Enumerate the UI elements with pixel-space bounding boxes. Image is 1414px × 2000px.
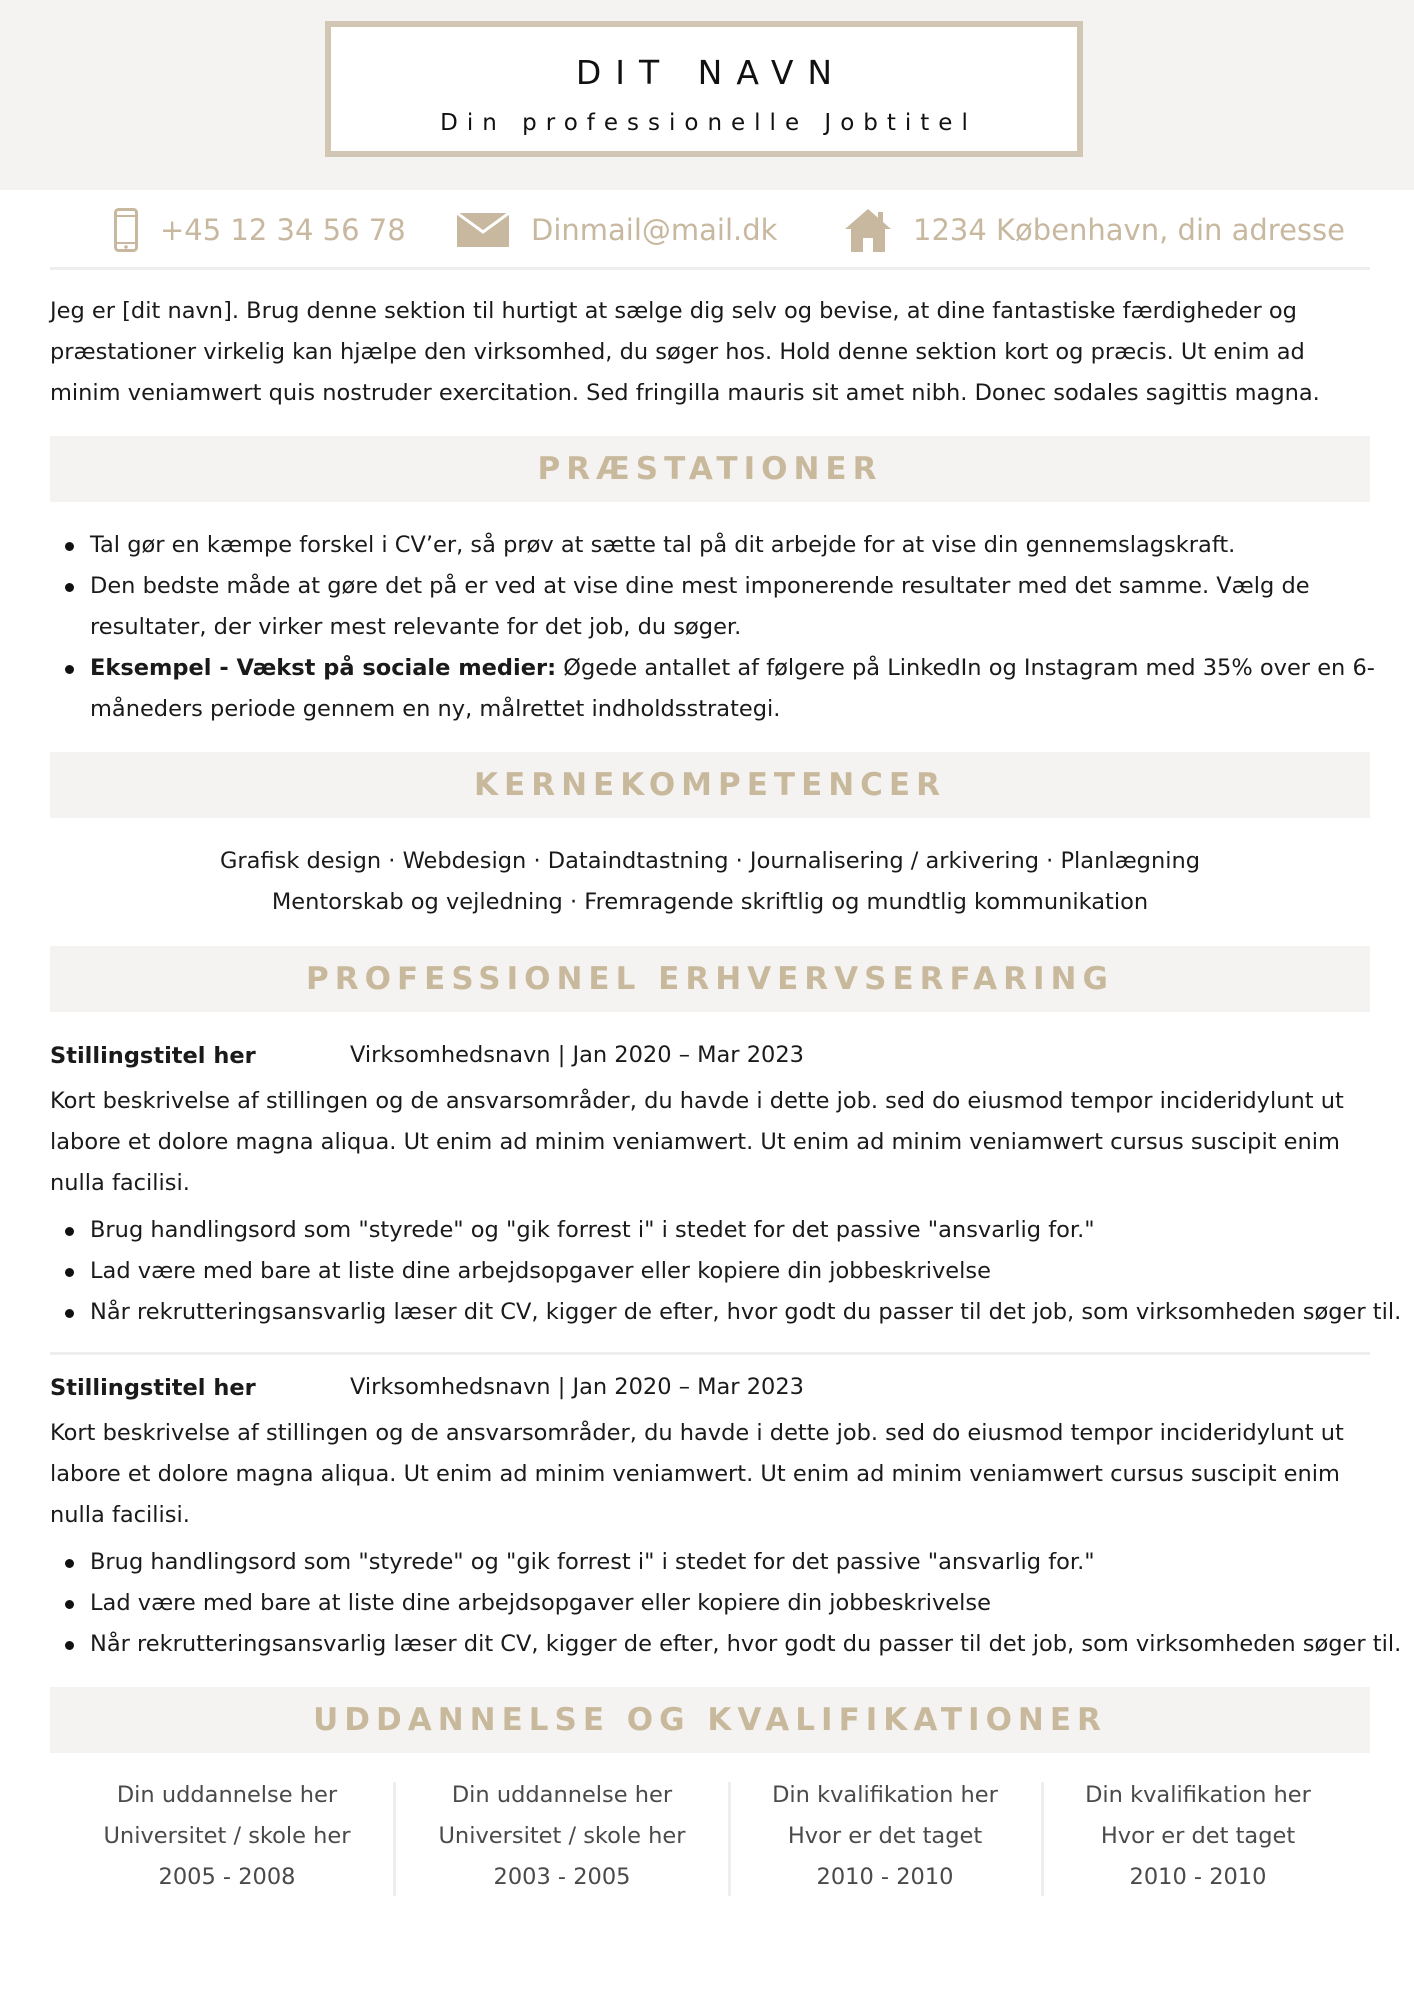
job-bullets — [50, 1542, 1414, 1665]
education-school: Universitet / skole her — [103, 1823, 351, 1849]
list-item: Den bedste måde at gøre det på er ved at vise dine mest imponerende resultater med det samme. Vælg de resultater, der virker mest relevante for det job, du søger. — [90, 566, 1414, 648]
job-title: Din professionelle Jobtitel — [440, 110, 977, 136]
skills-line: Mentorskab og vejledning · Fremragende skriftlig og mundtlig kommunikation — [271, 889, 1149, 915]
education-years: 2005 - 2008 — [158, 1864, 296, 1890]
phone-icon — [114, 208, 138, 252]
list-item: Tal gør en kæmpe forskel i CV’er, så prøv at sætte tal på dit arbejde for at vise din gennemslagskraft. — [90, 525, 1414, 566]
job-bullets — [50, 1210, 1414, 1333]
list-item: Lad være med bare at liste dine arbejdsopgaver eller kopiere din jobbeskrivelse — [90, 1583, 1414, 1624]
envelope-icon — [457, 213, 509, 247]
section-heading-education: UDDANNELSE OG KVALIFIKATIONER — [50, 1687, 1370, 1753]
qualification-years: 2010 - 2010 — [816, 1864, 954, 1890]
phone-number[interactable]: +45 12 34 56 78 — [160, 213, 406, 247]
list-item: Når rekrutteringsansvarlig læser dit CV, kigger de efter, hvor godt du passer til det job, som virksomheden søger til. — [90, 1624, 1414, 1665]
qualification-years: 2010 - 2010 — [1129, 1864, 1267, 1890]
job-company-dates: Virksomhedsnavn | Jan 2020 – Mar 2023 — [350, 1042, 804, 1068]
qualification-name: Din kvalifikation her — [1085, 1782, 1311, 1808]
section-heading-experience: PROFESSIONEL ERHVERVSERFARING — [50, 946, 1370, 1012]
profile-summary: Jeg er [dit navn]. Brug denne sektion til hurtigt at sælge dig selv og bevise, at dine fantastiske færdigheder og præstationer virkelig kan hjælpe den virksomhed, du søger hos. Hold denne sektion kort og præcis. Ut enim ad minim veniamwert quis nostruder exercitation. Sed fringilla mauris sit amet nibh. Donec sodales sagittis magna. — [50, 298, 1320, 406]
job-description: Kort beskrivelse af stillingen og de ansvarsområder, du havde i dette job. sed do eiusmod tempor incideridylunt ut labore et dolore magna aliqua. Ut enim ad minim veniamwert. Ut enim ad minim veniamwert cursus suscipit enim nulla facilisi. — [50, 1088, 1344, 1196]
address-text: 1234 København, din adresse — [913, 213, 1345, 247]
qualification-place: Hvor er det taget — [787, 1823, 983, 1849]
job-company-dates: Virksomhedsnavn | Jan 2020 – Mar 2023 — [350, 1374, 804, 1400]
qualification-place: Hvor er det taget — [1100, 1823, 1296, 1849]
job-description: Kort beskrivelse af stillingen og de ansvarsområder, du havde i dette job. sed do eiusmod tempor incideridylunt ut labore et dolore magna aliqua. Ut enim ad minim veniamwert. Ut enim ad minim veniamwert cursus suscipit enim nulla facilisi. — [50, 1420, 1344, 1528]
contact-divider — [50, 267, 1370, 270]
contact-address — [845, 205, 1345, 255]
job-position-title: Stillingstitel her — [50, 1375, 256, 1401]
education-degree: Din uddannelse her — [451, 1782, 673, 1808]
skills-line: Grafisk design · Webdesign · Dataindtastning · Journalisering / arkivering · Planlægning — [219, 848, 1201, 874]
list-item — [90, 648, 1414, 730]
column-divider — [728, 1782, 731, 1896]
education-entry — [412, 1775, 712, 1898]
list-item: Lad være med bare at liste dine arbejdsopgaver eller kopiere din jobbeskrivelse — [90, 1251, 1414, 1292]
education-years: 2003 - 2005 — [493, 1864, 631, 1890]
list-item: Når rekrutteringsansvarlig læser dit CV, kigger de efter, hvor godt du passer til det job, som virksomheden søger til. — [90, 1292, 1414, 1333]
education-entry — [77, 1775, 377, 1898]
contact-email — [457, 205, 777, 255]
contact-phone — [114, 205, 406, 255]
education-school: Universitet / skole her — [438, 1823, 686, 1849]
qualification-name: Din kvalifikation her — [772, 1782, 998, 1808]
example-label: Eksempel - Vækst på sociale medier: — [90, 655, 557, 681]
job-divider — [50, 1352, 1370, 1355]
section-heading-achievements: PRÆSTATIONER — [50, 436, 1370, 502]
achievements-list — [50, 525, 1414, 730]
education-entry — [735, 1775, 1035, 1898]
column-divider — [1041, 1782, 1044, 1896]
section-heading-core-skills: KERNEKOMPETENCER — [50, 752, 1370, 818]
home-icon — [845, 208, 891, 252]
job-position-title: Stillingstitel her — [50, 1043, 256, 1069]
education-entry — [1048, 1775, 1348, 1898]
list-item: Brug handlingsord som "styrede" og "gik forrest i" i stedet for det passive "ansvarlig for." — [90, 1210, 1414, 1251]
example-text: Øgede antallet af følgere på LinkedIn og Instagram med 35% over en 6-måneders periode gennem en ny, målrettet indholdsstrategi. — [90, 655, 1375, 722]
email-address[interactable]: Dinmail@mail.dk — [531, 213, 778, 247]
name-box — [325, 21, 1083, 157]
person-name: DIT NAVN — [575, 53, 847, 92]
list-item: Brug handlingsord som "styrede" og "gik forrest i" i stedet for det passive "ansvarlig for." — [90, 1542, 1414, 1583]
education-degree: Din uddannelse her — [116, 1782, 338, 1808]
column-divider — [393, 1782, 396, 1896]
skills-list — [50, 841, 1370, 923]
contact-row — [0, 205, 1414, 255]
